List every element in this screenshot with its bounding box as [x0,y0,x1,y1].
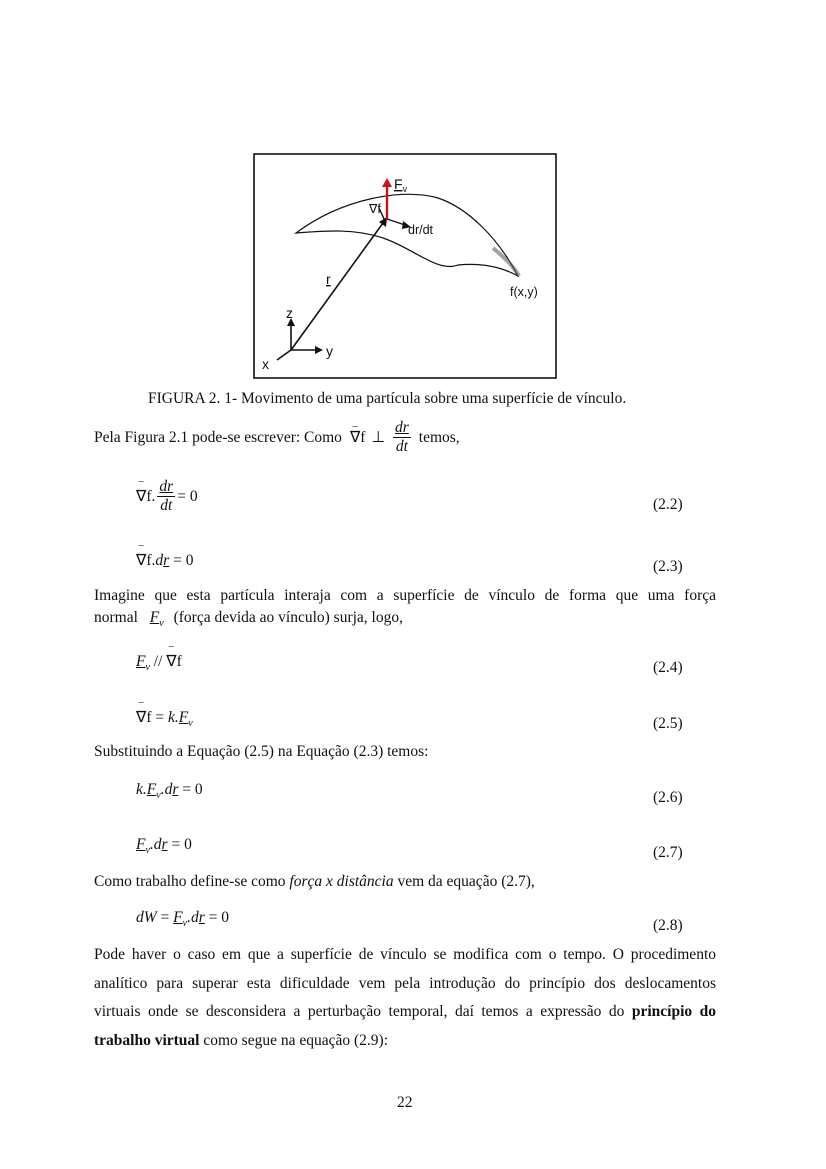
intro-line [94,419,460,456]
perp-symbol: ⊥ [371,428,385,446]
equation-2-8: dW = $F_v.dr = 0$ [136,909,230,930]
intro-grad: − ∇f [350,428,366,448]
y-label: y [326,343,333,359]
eq-number-2-7: (2.7) [653,844,683,861]
paragraph-4-line-4: trabalho virtual como segue na equação (2.9): [94,1032,389,1049]
drdt-label: dr/dt [408,223,434,237]
z-label: z [286,305,293,321]
intro-text-after: temos, [418,428,460,446]
eq-number-2-5: (2.5) [653,715,683,732]
paragraph-4-line-2: analítico para superar esta dificuldade vem pela introdução do princípio dos deslocamentos [94,975,716,992]
equation-2-4: $F_v$ // − ∇f [136,652,182,673]
eq-number-2-3: (2.3) [653,558,683,575]
paragraph-1-line-2: normal $F_v$ (força devida ao vínculo) surja, logo, [94,609,403,630]
eq-number-2-6: (2.6) [653,789,683,806]
x-label: x [262,356,269,372]
intro-fraction: $\frac{dr}{dt}$ [394,419,409,455]
r-label: r [326,271,331,287]
paragraph-2: Substituindo a Equação (2.5) na Equação (2.3) temos: [94,743,429,760]
eq-number-2-2: (2.2) [653,496,683,513]
equation-2-3: − ∇f.dr = 0 [136,551,193,570]
equation-2-5: − $\nabla f = k.F_v$ [136,708,193,729]
grad-label: ∇f [369,202,381,216]
intro-text-before: Pela Figura 2.1 pode-se escrever: Como [94,428,342,446]
equation-2-7: $F_v.dr = 0$ [136,836,192,857]
fxy-label: f(x,y) [510,285,538,299]
equation-2-6: $k.F_v.dr = 0$ [136,781,203,802]
equation-2-2: − ∇f . $\frac{dr}{dt}$ = 0 [136,478,198,515]
figure-2-1 [253,153,558,380]
paragraph-4-line-1: Pode haver o caso em que a superfície de vínculo se modifica com o tempo. O procedimento [94,946,716,963]
fv-label: $F_v$ [394,176,408,194]
eq-number-2-8: (2.8) [653,917,683,934]
paragraph-1-line-1: Imagine que esta partícula interaja com a superfície de vínculo de forma que uma força [94,587,716,604]
page-number: 22 [397,1094,413,1111]
eq-number-2-4: (2.4) [653,659,683,676]
paragraph-3: Como trabalho define-se como força x distância vem da equação (2.7), [94,873,535,890]
paragraph-4-line-3: virtuais onde se desconsidera a perturbação temporal, daí temos a expressão do princípio do [94,1003,716,1020]
figure-caption: FIGURA 2. 1- Movimento de uma partícula sobre uma superfície de vínculo. [148,390,627,407]
